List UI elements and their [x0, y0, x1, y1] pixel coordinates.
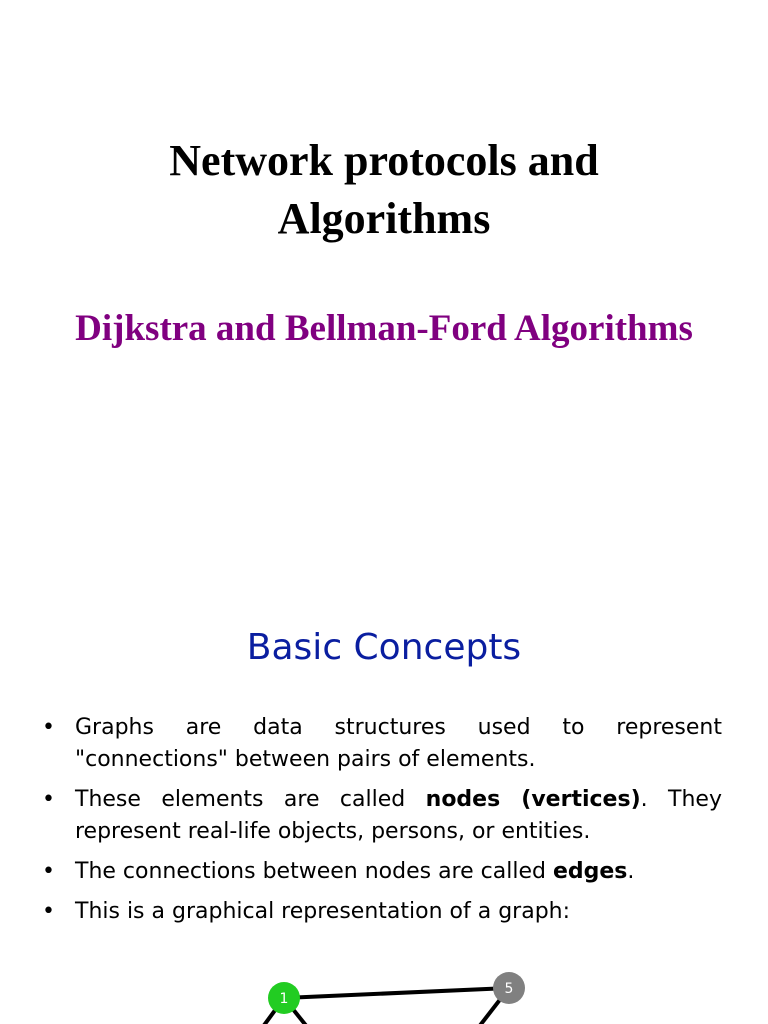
bullet-item [42, 712, 722, 776]
slide-subtitle: Dijkstra and Bellman-Ford Algorithms [75, 308, 693, 349]
bullet-emphasis: nodes (vertices) [425, 787, 641, 812]
bullet-dot: • [42, 787, 55, 812]
bullet-list [42, 712, 722, 936]
bullet-dot: • [42, 715, 55, 740]
graph-node-label: 5 [504, 981, 514, 997]
bullet-text: This is a graphical representation of a graph: [75, 899, 571, 924]
bullet-text-tail: . [627, 859, 635, 884]
bullet-text: The connections between nodes are called [75, 859, 553, 884]
bullet-dot: • [42, 899, 55, 924]
graph-node-label: 1 [279, 991, 289, 1007]
graph-diagram [0, 956, 768, 1024]
bullet-emphasis: edges [552, 859, 628, 884]
graph-edge-1-5 [284, 988, 509, 998]
bullet-dot: • [42, 859, 55, 884]
bullet-item [42, 856, 722, 888]
bullet-text: These elements are called [75, 787, 426, 812]
graph-node-5 [493, 972, 525, 1004]
slide-title: Network protocols and Algorithms [169, 136, 599, 243]
graph-node-1 [268, 982, 300, 1014]
section-heading: Basic Concepts [246, 627, 522, 668]
basic-concepts-slide [0, 576, 768, 1024]
bullet-item [42, 784, 722, 848]
bullet-text-tail: . They represent real-life objects, persons, or entities. [75, 787, 722, 844]
bullet-text: Graphs are data structures used to represent "connections" between pairs of elements. [75, 715, 722, 772]
bullet-item [42, 896, 722, 928]
